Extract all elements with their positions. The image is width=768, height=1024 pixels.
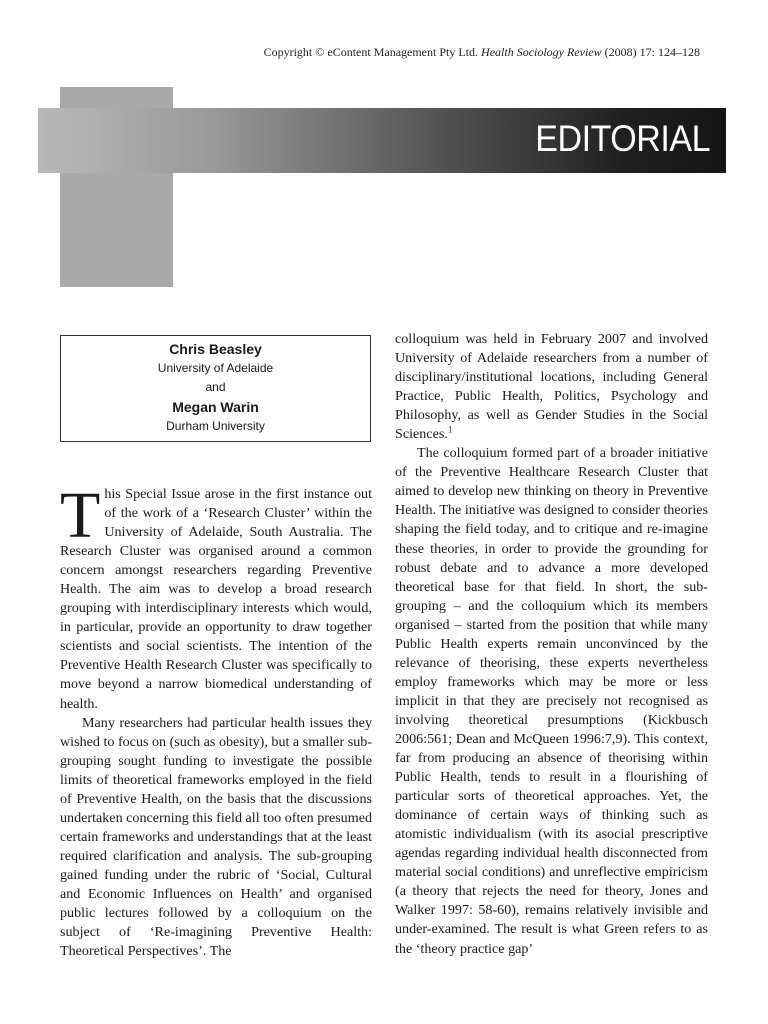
author-name-2: Megan Warin — [172, 399, 259, 415]
journal-name: Health Sociology Review — [481, 45, 602, 59]
paragraph-4: The colloquium formed part of a broader initiative of the Preventive Healthcare Research Cluster that aimed to develop new thinking on theory in Preventive Health. The initiative was designed to consider theories shaping the field today, and to critique and re-imagine these theories, in order to provide the grounding for robust debate and to advance a more developed theoretical base for that field. In short, the sub-grouping – and the colloquium which its members organised – started from the position that while many Public Health experts remain unconvinced by the relevance of theorising, these experts nevertheless employ frameworks which may be more or less implicit in that they are precisely not recognised as involving theoretical presumptions (Kickbusch 2006:561; Dean and McQueen 1996:7,9). This context, far from producing an absence of theorising within Public Health, tends to result in a flourishing of particular sorts of theoretical approaches. Yet, the dominance of certain ways of thinking such as atomistic individualism (with its asocial prescriptive agendas regarding individual health disconnected from material social conditions) and unreflective empiricism (a theory that rejects the need for theory, Jones and Walker 1997: 58-60), remains relatively invisible and under-examined. The result is what Green refers to as the ‘theory practice gap’ — [395, 445, 708, 957]
paragraph-3 — [395, 330, 708, 444]
banner-title: EDITORIAL — [535, 118, 710, 159]
left-column — [60, 479, 372, 961]
copyright-text: Copyright © eContent Management Pty Ltd. — [263, 45, 479, 59]
author-name-1: Chris Beasley — [169, 341, 262, 357]
editorial-banner — [38, 108, 726, 173]
footnote-marker[interactable]: 1 — [447, 424, 453, 435]
citation-text: (2008) 17: 124–128 — [604, 45, 700, 59]
author-affiliation-1: University of Adelaide — [157, 361, 274, 375]
paragraph-1-text: his Special Issue arose in the first instance out of the work of a ‘Research Cluster’ within the University of Adelaide, South Australia. The Research Cluster was organised around a common concern amongst researchers regarding Preventive Health. The aim was to develop a broad research grouping with interdisciplinary interests which would, in particular, provide an opportunity to draw together scientists and social scientists. The intention of the Preventive Health Research Cluster was specifically to move beyond a narrow biomedical understanding of health. — [60, 486, 372, 712]
paragraph-3-text: colloquium was held in February 2007 and involved University of Adelaide researchers from a number of disciplinary/institutional locations, including General Practice, Public Health, Politics, Psychology and Philosophy, as well as Gender Studies in the Social Sciences. — [395, 331, 708, 443]
author-box — [60, 335, 371, 442]
drop-cap: T — [60, 479, 101, 552]
right-column — [395, 330, 708, 959]
author-conjunction: and — [205, 380, 226, 394]
running-header — [0, 45, 700, 60]
author-affiliation-2: Durham University — [166, 419, 265, 433]
paragraph-2: Many researchers had particular health issues they wished to focus on (such as obesity), but a smaller sub-grouping sought funding to investigate the possible limits of theoretical frameworks employed in the field of Preventive Health, on the basis that the discussions undertaken concerning this field all too often presumed certain frameworks and understandings that at the least required clarification and analysis. The sub-grouping gained funding under the rubric of ‘Social, Cultural and Economic Influences on Health’ and organised public lectures followed by a colloquium on the subject of ‘Re-imagining Preventive Health: Theoretical Perspectives’. The — [60, 714, 372, 960]
paragraph-1 — [60, 479, 372, 714]
